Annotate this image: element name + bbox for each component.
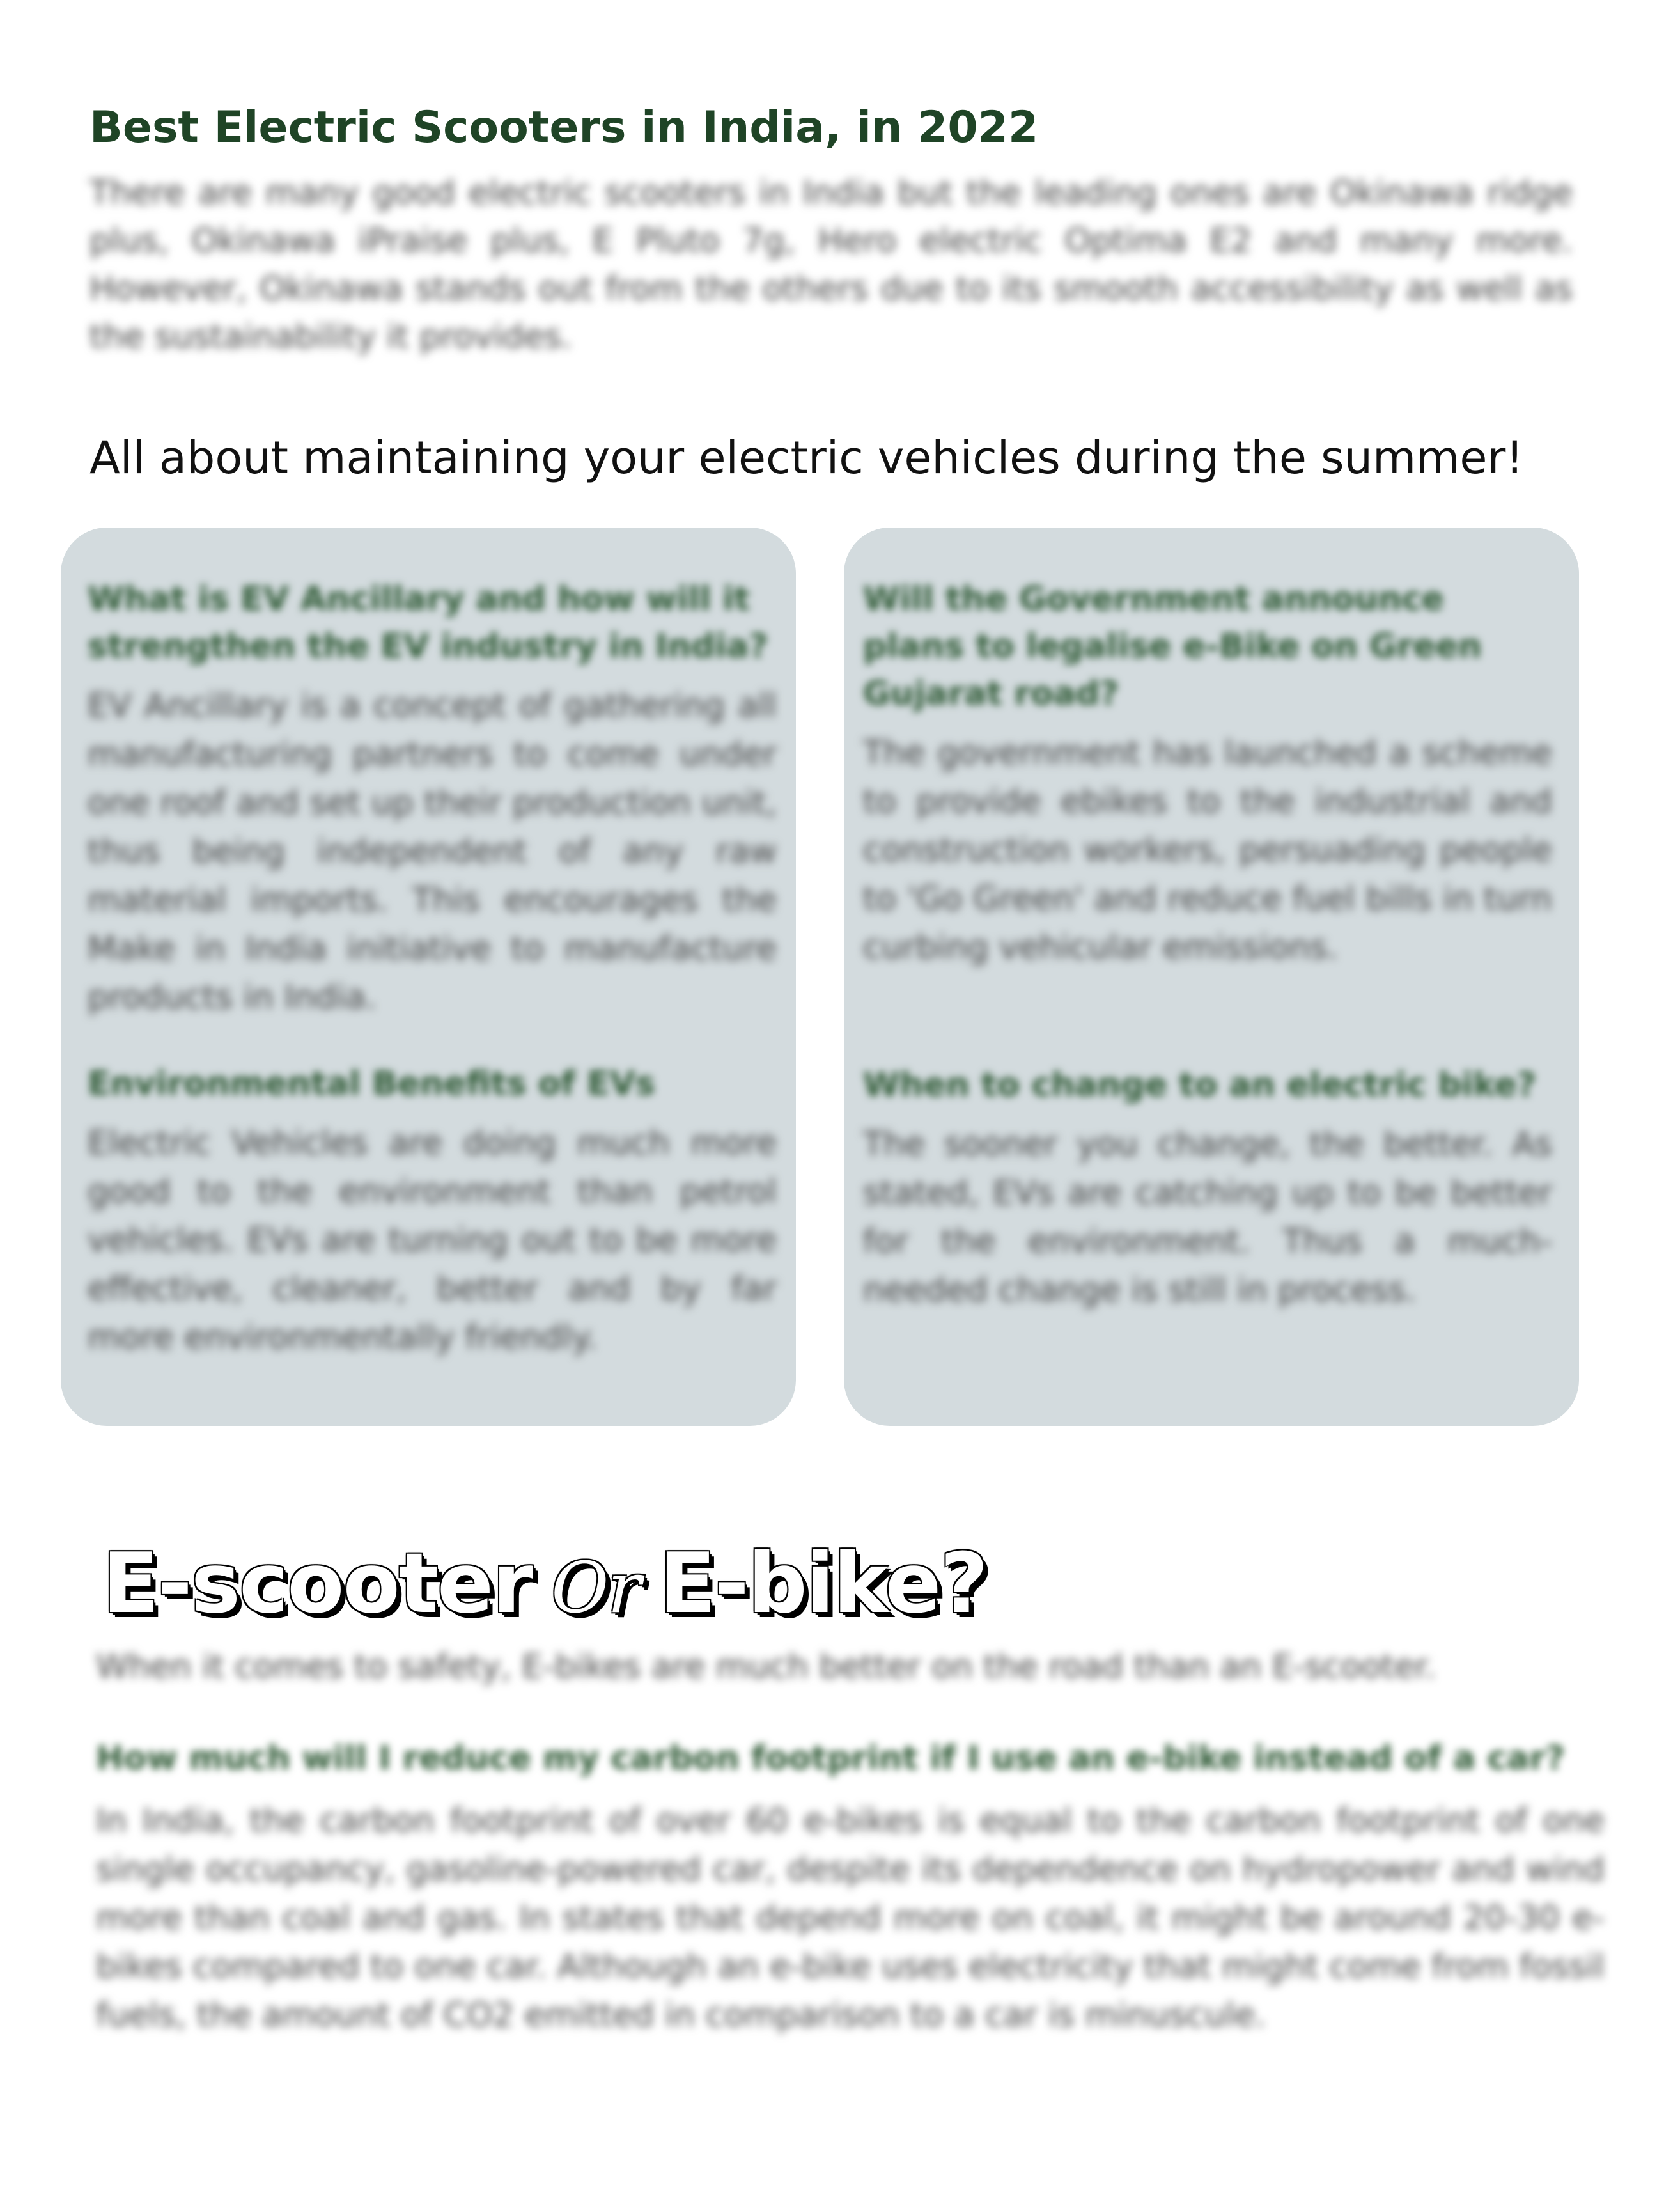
comparison-heading — [102, 1535, 987, 1632]
section-heading: All about maintaining your electric vehicles during the summer! — [89, 432, 1524, 484]
faq-answer: In India, the carbon footprint of over 60 e-bikes is equal to the carbon footprint of one single occupancy, gasoline-powered car, despite its dependence on hydropower and wind more than coal and gas. In states that depend more on coal, it might be around 20-30 e-bikes compared to one car. Although an e-bike uses electricity that might come from fossil fuels, the amount of CO2 emitted in comparison to a car is minuscule. — [96, 1802, 1605, 2035]
info-card-left — [61, 528, 796, 1426]
card-answer: The sooner you change, the better. As stated, EVs are catching up to be better for the environment. Thus a much-needed change is still in process. — [863, 1125, 1552, 1310]
card-answer: The government has launched a scheme to provide ebikes to the industrial and construction workers, persuading people to 'Go Green' and reduce fuel bills in turn curbing vehicular emissions. — [863, 734, 1552, 967]
card-question: Environmental Benefits of EVs — [88, 1065, 655, 1103]
card-answer: EV Ancillary is a concept of gathering all manufacturing partners to come under one roof and set up their production unit, thus being independent of any raw material imports. This encourages the Make in India initiative to manufacture products in India. — [88, 687, 777, 1017]
info-card-right — [844, 528, 1579, 1426]
card-question: What is EV Ancillary and how will it strengthen the EV industry in India? — [88, 580, 768, 666]
heading-ebike: E-bike? — [659, 1535, 987, 1632]
safety-paragraph: When it comes to safety, E-bikes are much better on the road than an E-scooter. — [96, 1648, 1436, 1686]
intro-paragraph: There are many good electric scooters in India but the leading ones are Okinawa ridge plus, Okinawa iPraise plus, E Pluto 7g, Hero electric Optima E2 and many more. However, Okinawa stands out from the others due to its smooth accessibility as well as the sustainability it provides. — [89, 174, 1573, 356]
card-question: When to change to an electric bike? — [863, 1066, 1536, 1104]
faq-question: How much will I reduce my carbon footprint if I use an e-bike instead of a car? — [96, 1739, 1566, 1778]
heading-escooter: E-scooter — [102, 1535, 533, 1632]
page-title: Best Electric Scooters in India, in 2022 — [89, 102, 1039, 153]
heading-or: Or — [551, 1547, 641, 1629]
card-question: Will the Government announce plans to legalise e-Bike on Green Gujarat road? — [863, 580, 1482, 713]
card-answer: Electric Vehicles are doing much more good to the environment than petrol vehicles. EVs are turning out to be more effective, cleaner, better and by far more environmentally friendly. — [88, 1124, 777, 1357]
